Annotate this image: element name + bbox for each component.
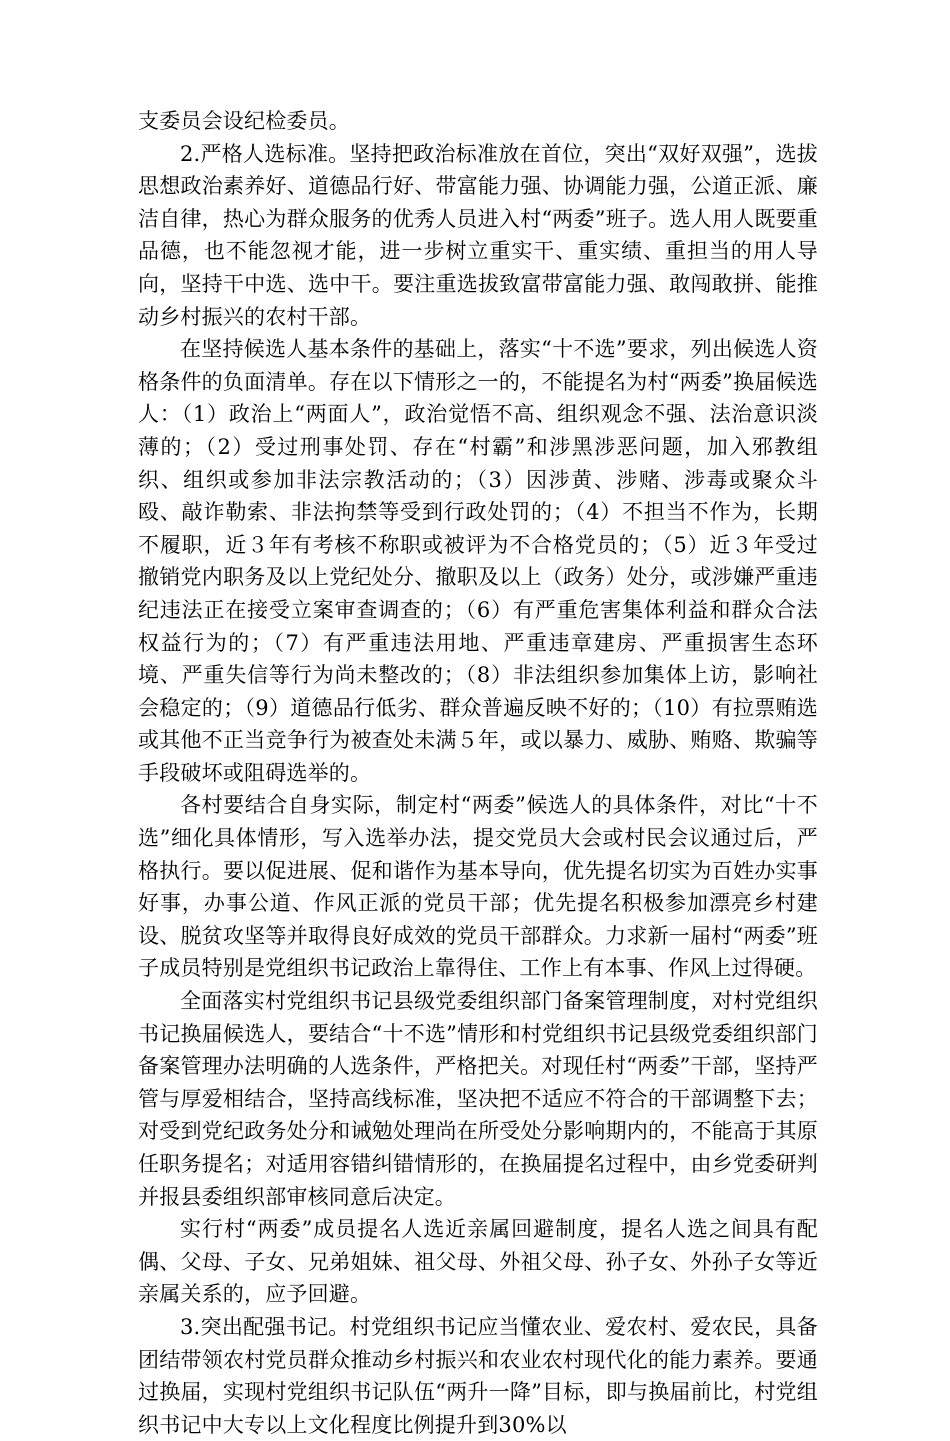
paragraph-kinship-avoidance: 实行村“两委”成员提名人选近亲属回避制度，提名人选之间具有配偶、父母、子女、兄弟姐妹、祖父母、外祖父母、孙子女、外孙子女等近亲属关系的，应予回避。 (138, 1217, 818, 1307)
paragraph-secretary-filing: 全面落实村党组织书记县级党委组织部门备案管理制度，对村党组织书记换届候选人，要结合“十不选”情形和村党组织书记县级党委组织部门备案管理办法明确的人选条件，严格把关。对现任村“两委”干部，坚持严管与厚爱相结合，坚持高线标准，坚决把不适应不符合的干部调整下去；对受到党纪政务处分和诫勉处理尚在所受处分影响期内的，不能高于其原任职务提名；对适用容错纠错情形的，在换届提名过程中，由乡党委研判并报县委组织部审核同意后决定。 (138, 989, 818, 1209)
paragraph-selection-standard: 2.严格人选标准。坚持把政治标准放在首位，突出“双好双强”，选拔思想政治素养好、道德品行好、带富能力强、协调能力强，公道正派、廉洁自律，热心为群众服务的优秀人员进入村“两委”班子。选人用人既要重品德，也不能忽视才能，进一步树立重实干、重实绩、重担当的用人导向，坚持干中选、选中干。要注重选拔致富带富能力强、敢闯敢拼、能推动乡村振兴的农村干部。 (138, 141, 818, 329)
paragraph-negative-list: 在坚持候选人基本条件的基础上，落实“十不选”要求，列出候选人资格条件的负面清单。存在以下情形之一的，不能提名为村“两委”换届候选人：（1）政治上“两面人”，政治觉悟不高、组织观念不强、法治意识淡薄的；（2）受过刑事处罚、存在“村霸”和涉黑涉恶问题，加入邪教组织、组织或参加非法宗教活动的；（3）因涉黄、涉赌、涉毒或聚众斗殴、敲诈勒索、非法拘禁等受到行政处罚的；（4）不担当不作为，长期不履职，近３年有考核不称职或被评为不合格党员的；（5）近３年受过撤销党内职务及以上党纪处分、撤职及以上（政务）处分，或涉嫌严重违纪违法正在接受立案审查调查的；（6）有严重危害集体利益和群众合法权益行为的；（7）有严重违法用地、严重违章建房、严重损害生态环境、严重失信等行为尚未整改的；（8）非法组织参加集体上访，影响社会稳定的；（9）道德品行低劣、群众普遍反映不好的；（10）有拉票贿选或其他不正当竞争行为被查处未满５年，或以暴力、威胁、贿赂、欺骗等手段破坏或阻碍选举的。 (138, 337, 818, 785)
paragraph-secretary-strengthening: 3.突出配强书记。村党组织书记应当懂农业、爱农村、爱农民，具备团结带领农村党员群众推动乡村振兴和农业农村现代化的能力素养。要通过换届，实现村党组织书记队伍“两升一降”目标，即与换届前比，村党组织书记中大专以上文化程度比例提升到30%以 (138, 1314, 818, 1437)
document-body (138, 105, 818, 1441)
paragraph-village-conditions: 各村要结合自身实际，制定村“两委”候选人的具体条件，对比“十不选”细化具体情形，写入选举办法，提交党员大会或村民会议通过后，严格执行。要以促进展、促和谐作为基本导向，优先提名切实为百姓办实事好事，办事公道、作风正派的党员干部；优先提名积极参加漂亮乡村建设、脱贫攻坚等并取得良好成效的党员干部群众。力求新一届村“两委”班子成员特别是党组织书记政治上靠得住、工作上有本事、作风上过得硬。 (138, 793, 818, 981)
paragraph-continuation: 支委员会设纪检委员。 (138, 109, 350, 133)
